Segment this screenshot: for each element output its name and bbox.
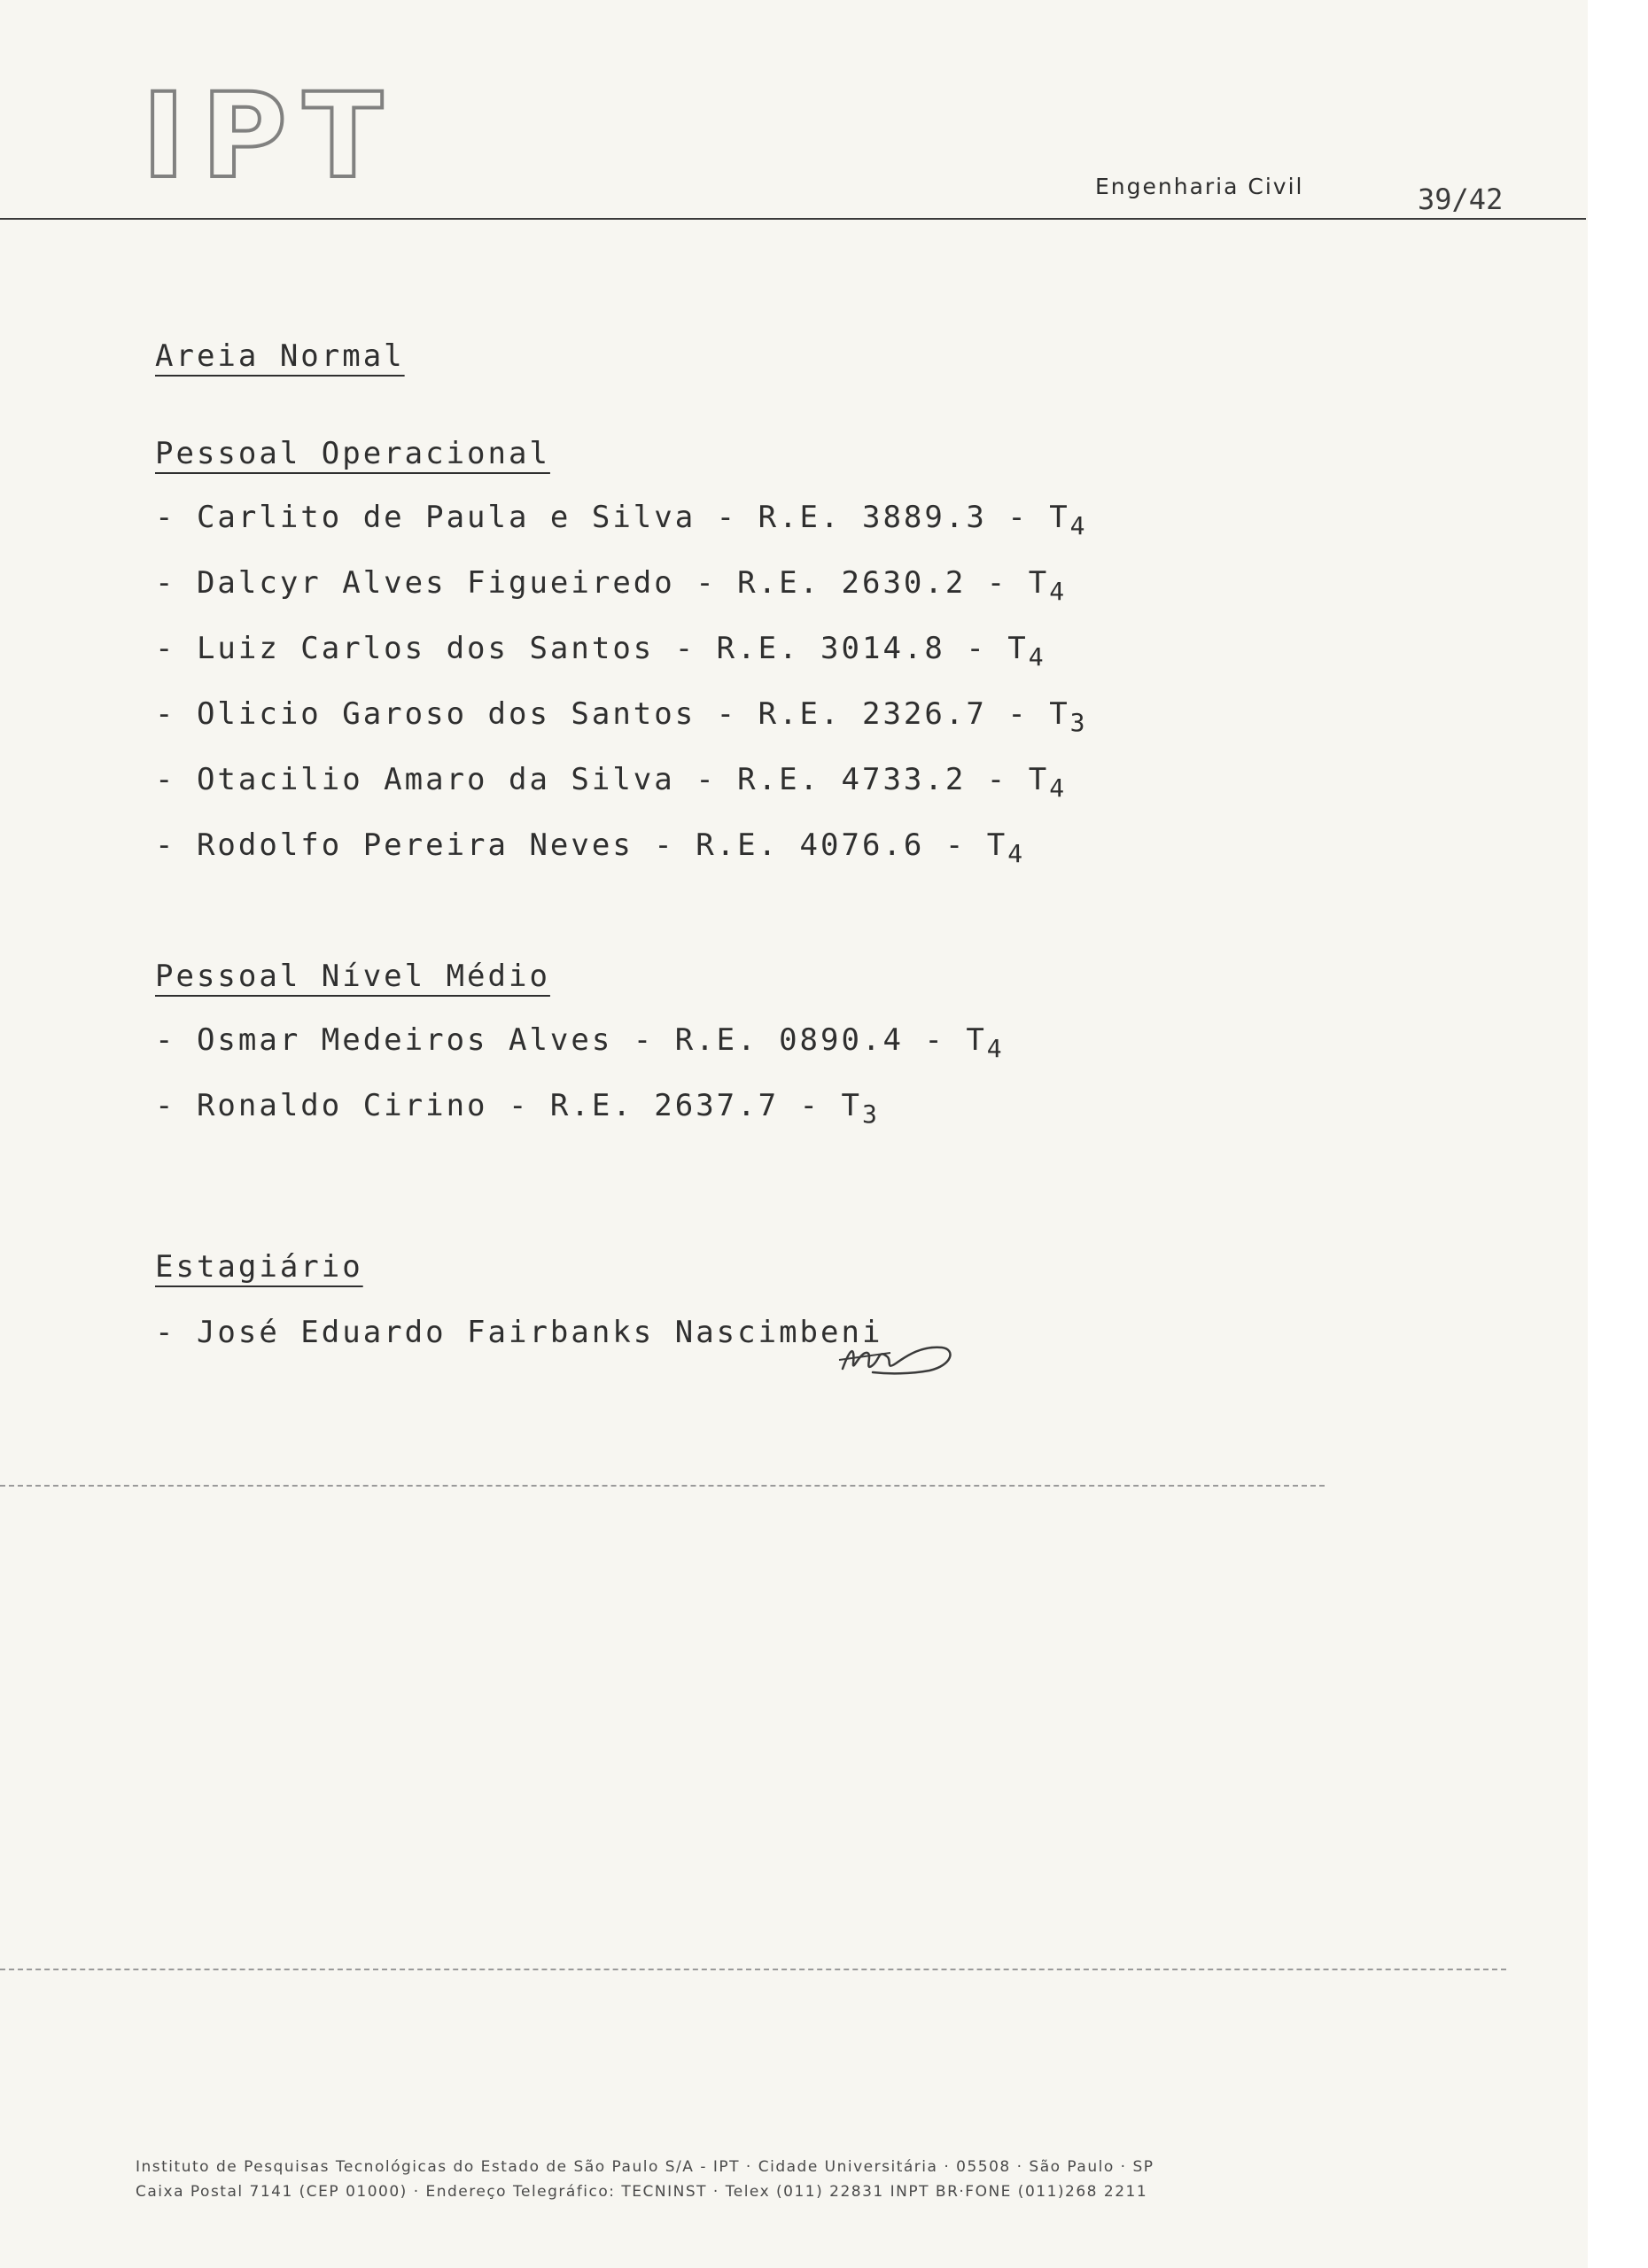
header-divider	[0, 218, 1586, 220]
scan-margin	[1588, 0, 1648, 2268]
staff-entry: - Rodolfo Pereira Neves - R.E. $4076.6 - T_4$	[155, 827, 1023, 868]
staff-entry: - José Eduardo Fairbanks Nascimbeni	[155, 1315, 883, 1350]
fold-line	[0, 1485, 1325, 1487]
section-heading-operacional: Pessoal Operacional	[155, 436, 550, 471]
staff-entry: - Ronaldo Cirino - R.E. $2637.7 - T_3$	[155, 1088, 877, 1129]
footer-address: Instituto de Pesquisas Tecnológicas do Estado de São Paulo S/A - IPT · Cidade Universitária · 05508 · São Paulo · SP	[136, 2158, 1154, 2176]
department-label: Engenharia Civil	[1095, 174, 1304, 199]
staff-entry: - Osmar Medeiros Alves - R.E. $0890.4 - T_4$	[155, 1022, 1002, 1063]
page-number: 39/42	[1418, 183, 1504, 216]
staff-entry: - Otacilio Amaro da Silva - R.E. $4733.2 - T_4$	[155, 762, 1065, 803]
staff-entry: - Luiz Carlos dos Santos - R.E. $3014.8 - T_4$	[155, 631, 1044, 672]
staff-entry: - Dalcyr Alves Figueiredo - R.E. $2630.2 - T_4$	[155, 565, 1065, 606]
document-title: Areia Normal	[155, 338, 405, 374]
footer-contact: Caixa Postal 7141 (CEP 01000) · Endereço Telegráfico: TECNINST · Telex (011) 22831 INPT BR·FONE (011)268 2211	[136, 2183, 1148, 2201]
ipt-logo: IPT	[142, 68, 399, 205]
section-heading-estagiario: Estagiário	[155, 1249, 363, 1285]
staff-entry: - Carlito de Paula e Silva - R.E. $3889.3 - T_4$	[155, 500, 1085, 540]
fold-line	[0, 1969, 1506, 1970]
staff-entry: - Olicio Garoso dos Santos - R.E. $2326.7 - T_3$	[155, 696, 1085, 737]
footer	[136, 2155, 1154, 2204]
signature-icon	[837, 1333, 961, 1386]
section-heading-nivel-medio: Pessoal Nível Médio	[155, 959, 550, 994]
